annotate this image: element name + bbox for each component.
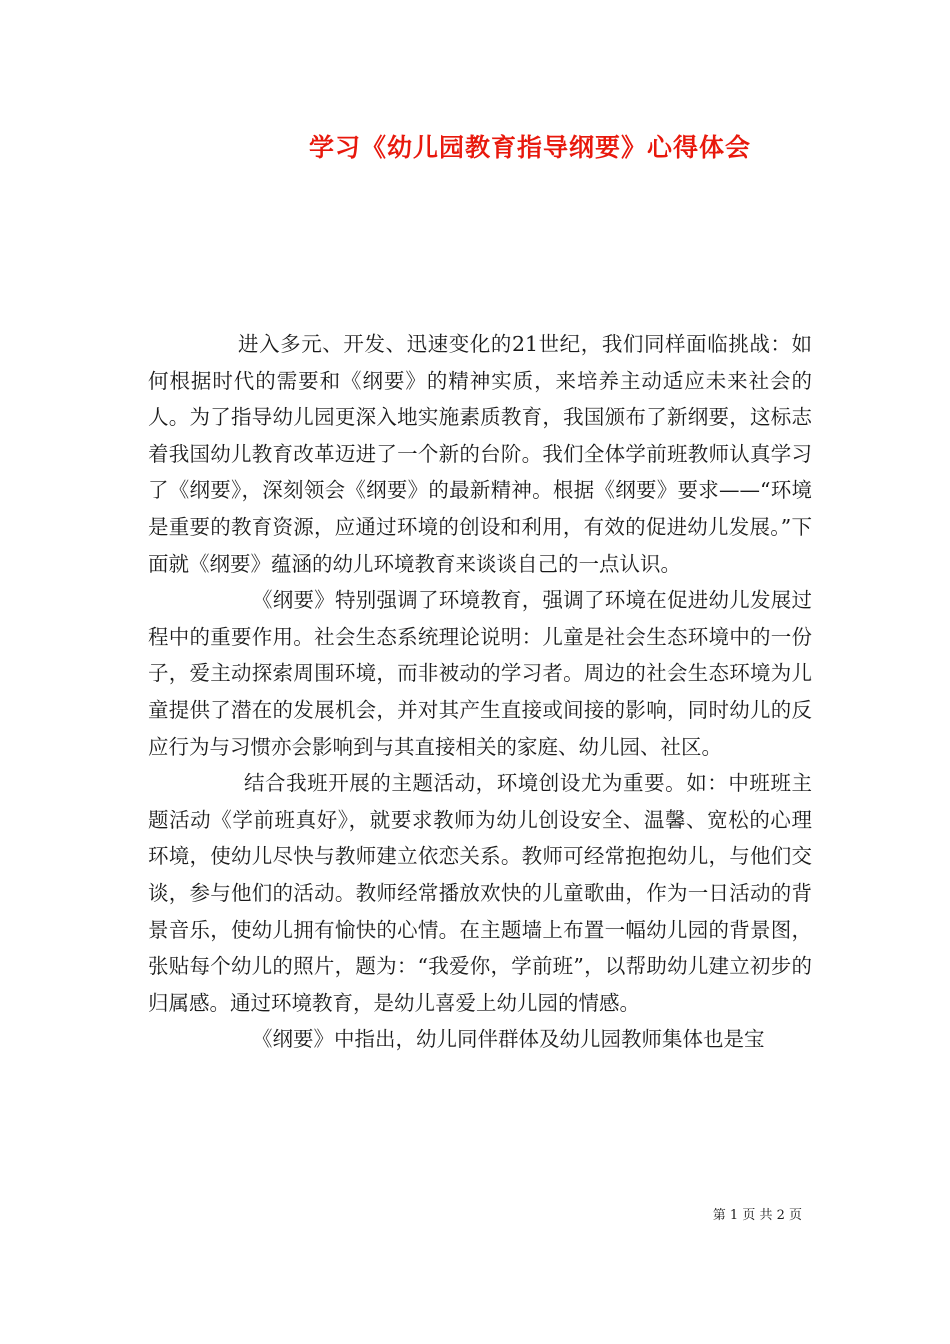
paragraph-4: 《纲要》中指出，幼儿同伴群体及幼儿园教师集体也是宝 — [252, 1027, 765, 1052]
paragraph-2: 《纲要》特别强调了环境教育，强调了环境在促进幼儿发展过程中的重要作用。社会生态系统理论说明：儿童是社会生态环境中的一份子，爱主动探索周围环境，而非被动的学习者。周边的社会生态环境为儿童提供了潜在的发展机会，并对其产生直接或间接的影响，同时幼儿的反应行为与习惯亦会影响到与其直接相关的家庭、幼儿园、社区。 — [148, 588, 812, 759]
document-body — [148, 326, 812, 1058]
paragraph-3: 结合我班开展的主题活动，环境创设尤为重要。如：中班班主题活动《学前班真好》，就要求教师为幼儿创设安全、温馨、宽松的心理环境，使幼儿尽快与教师建立依恋关系。教师可经常抱抱幼儿，与他们交谈，参与他们的活动。教师经常播放欢快的儿童歌曲，作为一日活动的背景音乐，使幼儿拥有愉快的心情。在主题墙上布置一幅幼儿园的背景图，张贴每个幼儿的照片，题为：“我爱你，学前班”，以帮助幼儿建立初步的归属感。通过环境教育，是幼儿喜爱上幼儿园的情感。 — [148, 771, 812, 1015]
page-number-footer: 第 1 页 共 2 页 — [712, 1208, 802, 1223]
paragraph-1: 进入多元、开发、迅速变化的21世纪，我们同样面临挑战：如何根据时代的需要和《纲要》的精神实质，来培养主动适应未来社会的人。为了指导幼儿园更深入地实施素质教育，我国颁布了新纲要，这标志着我国幼儿教育改革迈进了一个新的台阶。我们全体学前班教师认真学习了《纲要》，深刻领会《纲要》的最新精神。根据《纲要》要求——“环境是重要的教育资源，应通过环境的创设和利用，有效的促进幼儿发展。”下面就《纲要》蕴涵的幼儿环境教育来谈谈自己的一点认识。 — [148, 332, 812, 576]
document-title: 学习《幼儿园教育指导纲要》心得体会 — [308, 133, 751, 162]
